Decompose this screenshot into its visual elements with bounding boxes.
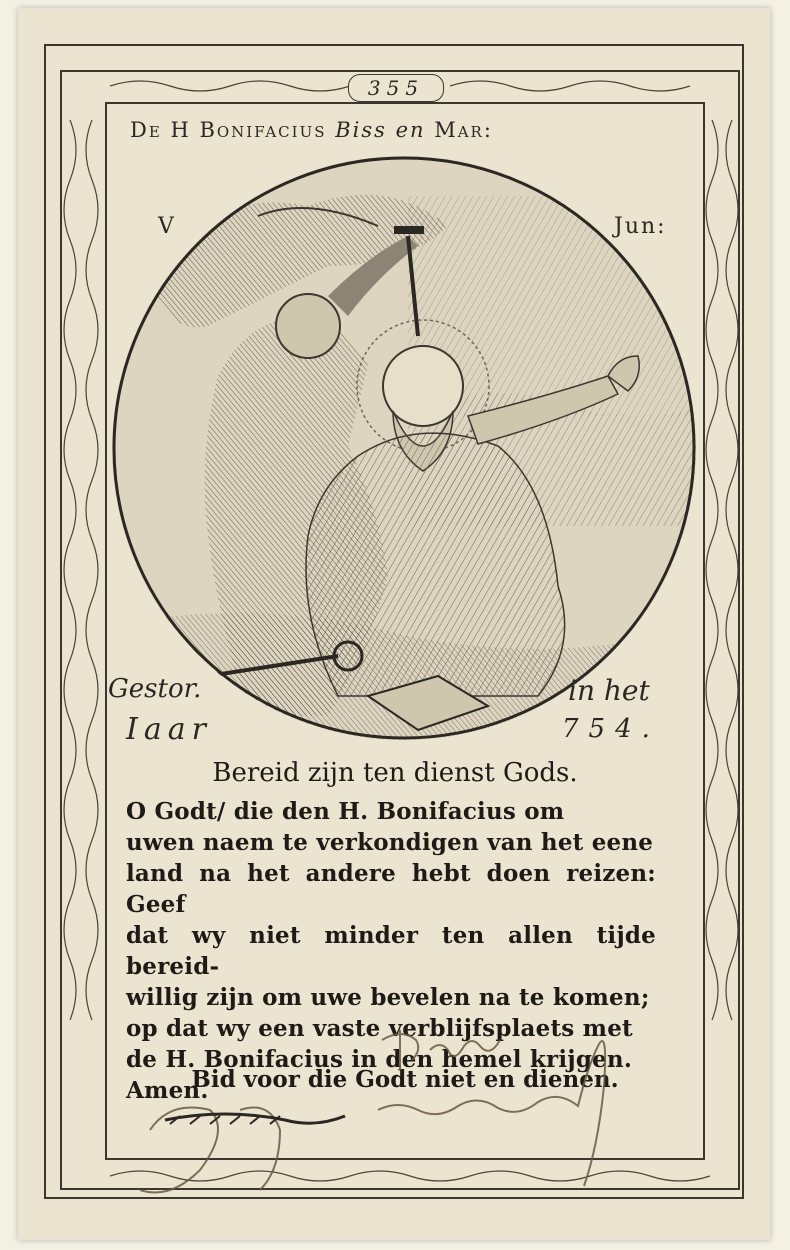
prayer-line: de H. Bonifacius in den hemel krijgen. [126,1046,633,1073]
prayer-line: dat wy niet minder ten allen tijde bereid- [126,922,656,980]
prayer-line: land na het andere hebt doen reizen: Geef [126,860,656,918]
prayer-line: Amen. [126,1077,209,1104]
motto: Bereid zijn ten dienst Gods. [212,758,578,788]
page-number: 355 [348,74,444,102]
prayer-line: op dat wy een vaste verblijfsplaets met [126,1015,633,1042]
martyr-abbrev: Mar: [434,118,493,142]
saint-name: De H Bonifacius [130,118,327,142]
inscription-year: 754. [562,714,660,744]
inscription-in-het: in het [568,674,650,707]
closing-line: Bid voor die Godt niet en dienen. [191,1066,619,1093]
inscription-jaar: Iaar [126,712,212,747]
prayer-line: willig zijn om uwe bevelen na te komen; [126,984,650,1011]
prayer-line: uwen naem te verkondigen van het eene [126,829,654,856]
feast-month: Jun: [614,214,667,239]
feast-day: V [158,214,174,239]
inscription-gestor: Gestor. [108,674,202,704]
bishop-abbrev: Biss en [335,118,426,142]
prayer-line: O Godt/ die den H. Bonifacius om [126,798,565,825]
